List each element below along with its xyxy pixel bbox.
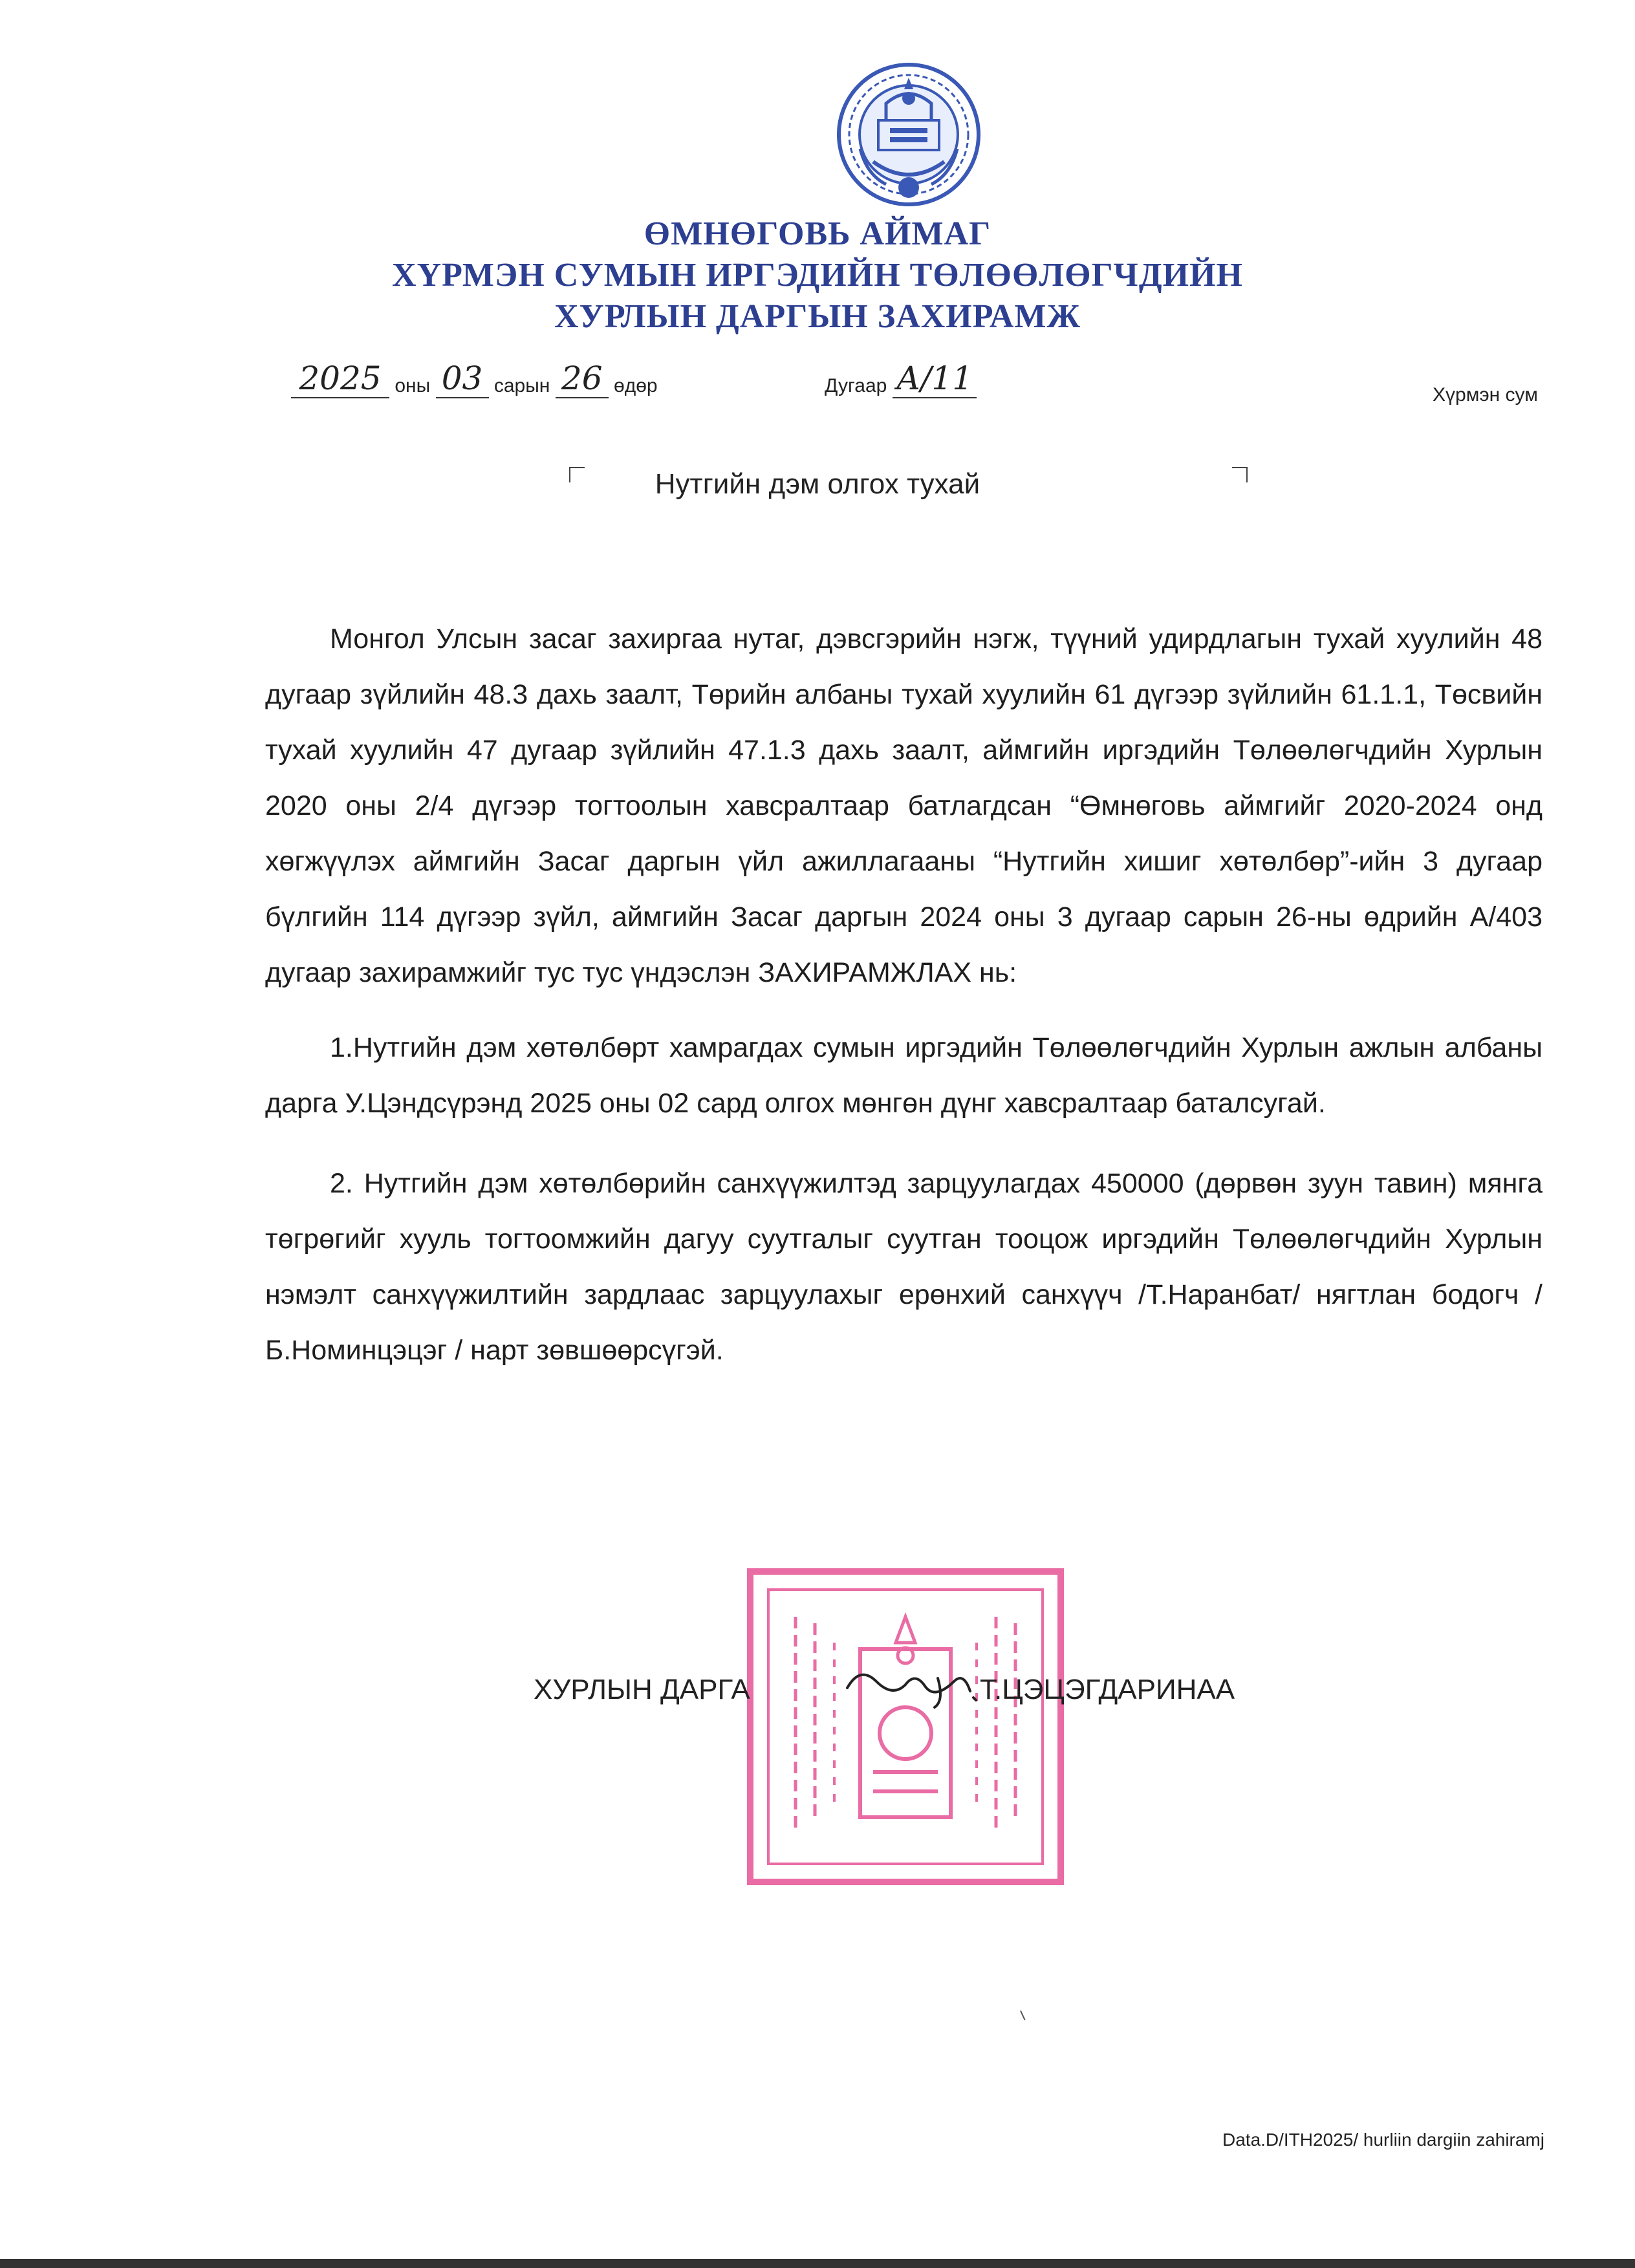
signatory-name: Т.ЦЭЦЭГДАРИНАА bbox=[980, 1674, 1235, 1705]
official-seal-icon bbox=[737, 1559, 1074, 1895]
scan-bottom-edge bbox=[0, 2259, 1635, 2268]
date-year: 2025 bbox=[291, 360, 389, 398]
signatory-role: ХУРЛЫН ДАРГА bbox=[534, 1674, 750, 1705]
date-month: 03 bbox=[436, 360, 489, 398]
document-number bbox=[825, 362, 977, 401]
document-footer-reference: Data.D/ITH2025/ hurliin dargiin zahiramj bbox=[1222, 2130, 1544, 2150]
stray-mark bbox=[1020, 2009, 1029, 2020]
document-body bbox=[265, 611, 1543, 1403]
date-month-label: сарын bbox=[493, 375, 550, 396]
date-year-label: оны bbox=[395, 375, 431, 396]
document-place: Хүрмэн сум bbox=[1433, 384, 1538, 405]
header-aimag: ӨМНӨГОВЬ АЙМАГ bbox=[644, 215, 991, 252]
body-paragraph-preamble: Монгол Улсын засаг захиргаа нутаг, дэвсгэрийн нэгж, түүний удирдлагын тухай хуулийн 48 дугаар зүйлийн 48.3 дахь заалт, Төрийн албаны тухай хуулийн 61 дүгээр зүйлийн 61.1.1, Төсвийн тухай хуулийн 47 дугаар зүйлийн 47.1.3 дахь заалт, аймгийн иргэдийн Төлөөлөгчдийн Хурлын 2020 оны 2/4 дүгээр тогтоолын хавсралтаар батлагдсан “Өмнөговь аймгийг 2020-2024 онд хөгжүүлэх аймгийн Засаг даргын үйл ажиллагааны “Нутгийн хишиг хөтөлбөр”-ийн 3 дугаар бүлгийн 114 дүгээр зүйл, аймгийн Засаг даргын 2024 оны 3 дугаар сарын 26-ны өдрийн А/403 дугаар захирамжийг тус тус үндэслэн ЗАХИРАМЖЛАХ нь: bbox=[265, 623, 1543, 988]
handwritten-signature-icon bbox=[841, 1652, 990, 1711]
header-document-type: ХУРЛЫН ДАРГЫН ЗАХИРАМЖ bbox=[554, 298, 1081, 335]
document-date bbox=[291, 362, 658, 401]
body-paragraph-clause-1: 1.Нутгийн дэм хөтөлбөрт хамрагдах сумын иргэдийн Төлөөлөгчдийн Хурлын ажлын албаны дарга У.Цэндсүрэнд 2025 оны 02 сард олгох мөнгөн дүнг хавсралтаар баталсугай. bbox=[265, 1032, 1543, 1119]
number-label: Дугаар bbox=[825, 375, 887, 396]
header-organization: ХҮРМЭН СУМЫН ИРГЭДИЙН ТӨЛӨӨЛӨГЧДИЙН bbox=[392, 257, 1243, 294]
document-subject: Нутгийн дэм олгох тухай bbox=[655, 468, 980, 500]
state-emblem-icon bbox=[834, 58, 983, 213]
number-value: А/11 bbox=[893, 360, 977, 398]
date-day: 26 bbox=[556, 360, 609, 398]
date-day-label: өдөр bbox=[614, 375, 658, 396]
body-paragraph-clause-2: 2. Нутгийн дэм хөтөлбөрийн санхүүжилтэд зарцуулагдах 450000 (дөрвөн зуун тавин) мянга төгрөгийг хууль тогтоомжийн дагуу суутгалыг суутган тооцож иргэдийн Төлөөлөгчдийн Хурлын нэмэлт санхүүжилтийн зардлаас зарцуулахыг ерөнхий санхүүч /Т.Наранбат/ нягтлан бодогч /Б.Номинцэцэг / нарт зөвшөөрсүгэй. bbox=[265, 1168, 1543, 1366]
document-header bbox=[0, 213, 1635, 338]
